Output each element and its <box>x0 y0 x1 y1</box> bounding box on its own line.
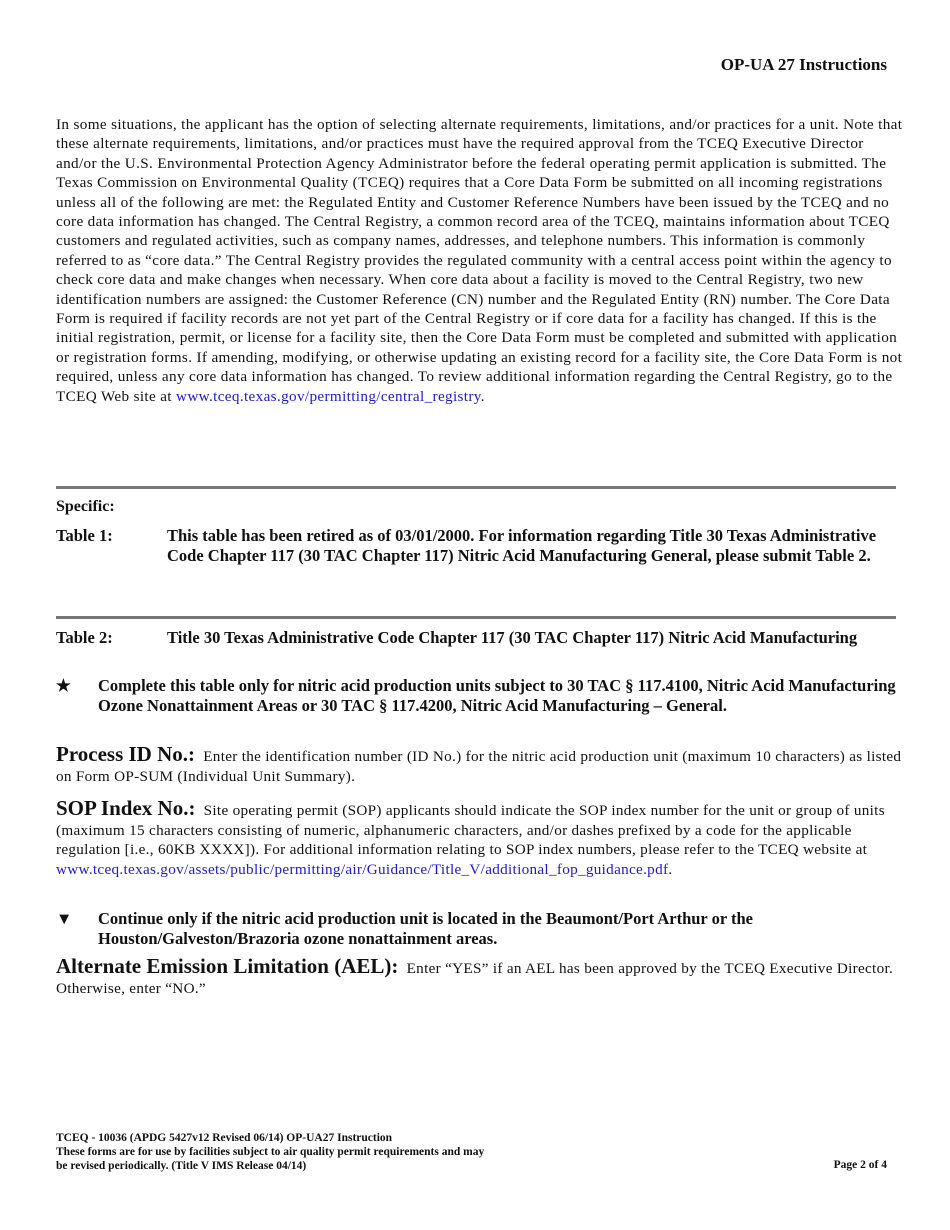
star-icon: ★ <box>56 676 71 695</box>
process-id-text: Enter the identification number (ID No.) for the nitric acid production unit (maximum 10 characters) as listed on Form OP-SUM (Individual Unit Summary). <box>56 748 902 785</box>
sop-index-tail: . <box>668 860 673 878</box>
ael-instruction <box>56 954 906 998</box>
footer-line-2: These forms are for use by facilities subject to air quality permit requirements and may <box>56 1146 485 1158</box>
table2-text: Title 30 Texas Administrative Code Chapter 117 (30 TAC Chapter 117) Nitric Acid Manufacturing <box>167 628 858 647</box>
sop-index-instruction <box>56 796 906 879</box>
intro-paragraph <box>56 115 906 406</box>
table1-instruction <box>56 526 896 566</box>
ael-text: Enter “YES” if an AEL has been approved by the TCEQ Executive Director. Otherwise, enter “NO.” <box>56 960 894 997</box>
down-triangle-icon: ▼ <box>56 909 73 928</box>
intro-text: In some situations, the applicant has the option of selecting alternate requirements, limitations, and/or practices for a unit. Note that these alternate requirements, limitations, and/or practices must have the required approval from the TCEQ Executive Director and/or the U.S. Environmental Protection Agency Administrator before the federal operating permit application is submitted. The Texas Commission on Environmental Quality (TCEQ) requires that a Core Data Form be submitted on all incoming registrations unless all of the following are met: the Regulated Entity and Customer Reference Numbers have been issued by the TCEQ and no core data information has changed. The Central Registry, a common record area of the TCEQ, maintains information about TCEQ customers and regulated activities, such as company names, addresses, and telephone numbers. This information is commonly referred to as “core data.” The Central Registry provides the regulated community with a central access point within the agency to check core data and make changes when necessary. When core data about a facility is moved to the Central Registry, two new identification numbers are assigned: the Customer Reference (CN) number and the Regulated Entity (RN) number. The Core Data Form is required if facility records are not yet part of the Central Registry or if core data for a facility has changed. If this is the initial registration, permit, or license for a facility site, then the Core Data Form must be completed and submitted with application or registration forms. If amending, modifying, or otherwise updating an existing record for a facility site, the Core Data Form is not required, unless any core data information has changed. To review additional information regarding the Central Registry, go to the TCEQ Web site at <box>56 116 903 405</box>
intro-tail: . <box>480 387 485 405</box>
central-registry-link[interactable]: www.tceq.texas.gov/permitting/central_registry <box>176 387 481 405</box>
footer-line-1: TCEQ - 10036 (APDG 5427v12 Revised 06/14) OP-UA27 Instruction <box>56 1132 393 1144</box>
star-bullet-text: Complete this table only for nitric acid production units subject to 30 TAC § 117.4100, Nitric Acid Manufacturing Ozone Nonattainment Areas or 30 TAC § 117.4200, Nitric Acid Manufacturing – General. <box>98 676 896 715</box>
table1-label: Table 1: <box>56 526 113 545</box>
table1-text: This table has been retired as of 03/01/2000. For information regarding Title 30 Texas Administrative Code Chapter 117 (30 TAC Chapter 117) Nitric Acid Manufacturing General, please submit Table 2. <box>167 526 877 565</box>
star-bullet-note <box>56 676 896 716</box>
section-divider <box>56 486 896 489</box>
triangle-bullet-text: Continue only if the nitric acid production unit is located in the Beaumont/Port Arthur or the Houston/Galveston/Brazoria ozone nonattainment areas. <box>98 909 753 948</box>
ael-term: Alternate Emission Limitation (AEL): <box>56 954 399 978</box>
triangle-bullet-note <box>56 909 896 949</box>
page-header-title: OP-UA 27 Instructions <box>720 55 887 74</box>
sop-index-text: Site operating permit (SOP) applicants should indicate the SOP index number for the unit or group of units (maximum 15 characters consisting of numeric, alphanumeric characters, and/or dashes prefixed by a code for the applicable regulation [i.e., 60KB XXXX]). For additional information relating to SOP index numbers, please refer to the TCEQ website at <box>56 802 885 859</box>
fop-guidance-link[interactable]: www.tceq.texas.gov/assets/public/permitting/air/Guidance/Title_V/additional_fop_guidance.pdf <box>56 860 669 878</box>
section-divider <box>56 616 896 619</box>
sop-index-term: SOP Index No.: <box>56 796 196 820</box>
page-number: Page 2 of 4 <box>833 1159 887 1171</box>
specific-heading: Specific: <box>56 498 115 515</box>
footer-line-3: be revised periodically. (Title V IMS Release 04/14) <box>56 1160 307 1172</box>
process-id-term: Process ID No.: <box>56 742 196 766</box>
process-id-instruction <box>56 742 906 786</box>
table2-label: Table 2: <box>56 628 113 647</box>
footer-form-info <box>56 1131 484 1173</box>
table2-instruction <box>56 628 896 648</box>
